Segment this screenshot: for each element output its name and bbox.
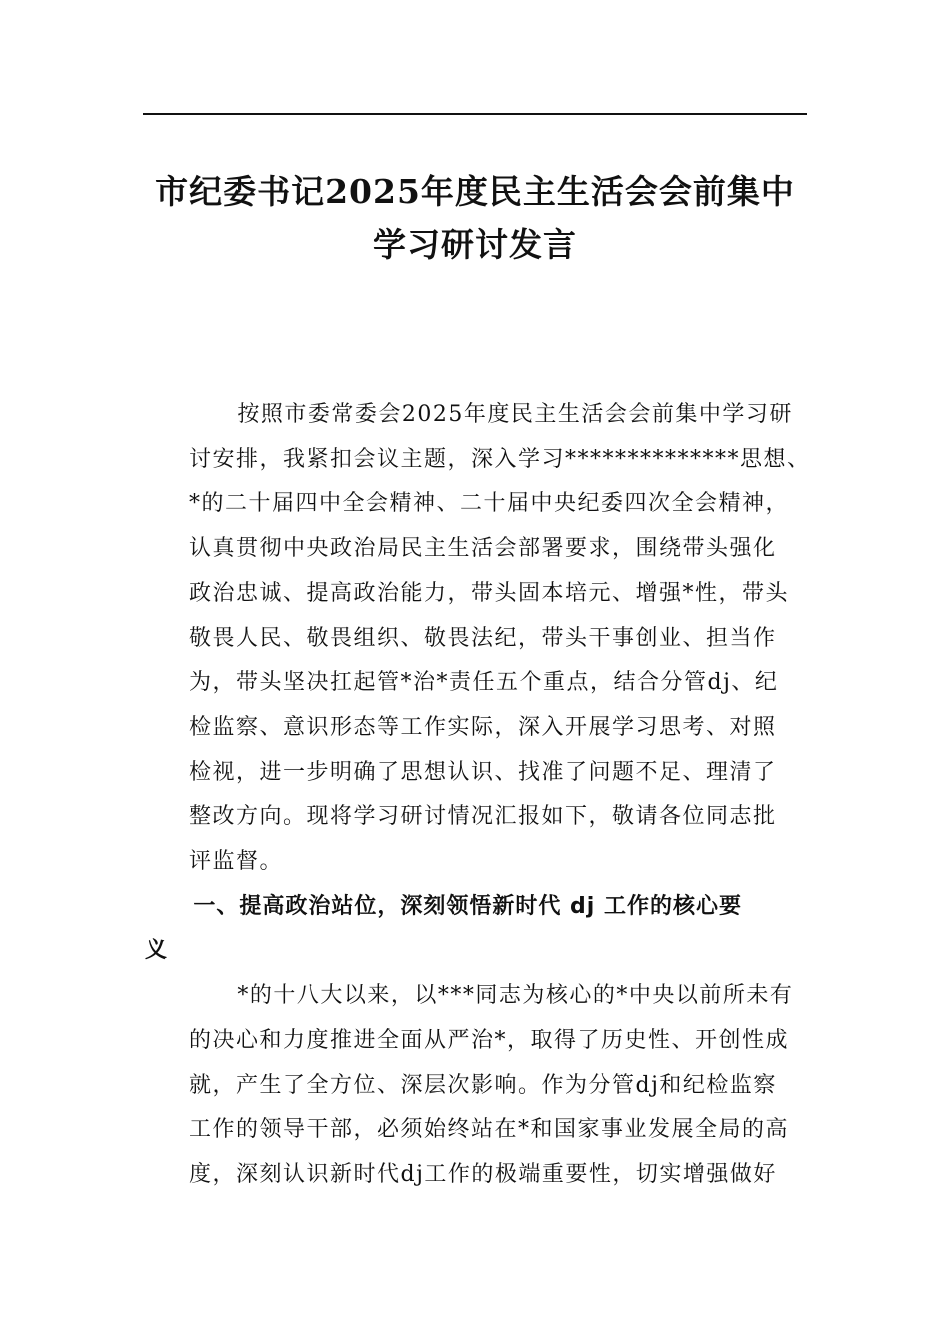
paragraph-line: 评监督。 xyxy=(189,849,284,875)
header-rule xyxy=(143,113,807,115)
paragraph-line: 为，带头坚决扛起管*治*责任五个重点，结合分管dj、纪 xyxy=(189,670,779,696)
document-title xyxy=(100,165,850,271)
paragraph-line: 敬畏人民、敬畏组织、敬畏法纪，带头干事创业、担当作 xyxy=(189,625,777,651)
paragraph-line: 工作的领导干部，必须始终站在*和国家事业发展全局的高 xyxy=(189,1117,790,1143)
paragraph-line: 认真贯彻中央政治局民主生活会部署要求，围绕带头强化 xyxy=(189,536,777,562)
section-1-paragraph xyxy=(145,974,805,1198)
intro-paragraph xyxy=(145,393,811,885)
paragraph-line: 的决心和力度推进全面从严治*，取得了历史性、开创性成 xyxy=(189,1027,790,1053)
paragraph-line: 度，深刻认识新时代dj工作的极端重要性，切实增强做好 xyxy=(189,1161,777,1187)
paragraph-line: 按照市委常委会2025年度民主生活会会前集中学习研 xyxy=(237,402,793,427)
paragraph-line: 整改方向。现将学习研讨情况汇报如下，敬请各位同志批 xyxy=(189,804,777,830)
paragraph-line: *的二十届四中全会精神、二十届中央纪委四次全会精神， xyxy=(189,491,790,517)
paragraph-line: 就，产生了全方位、深层次影响。作为分管dj和纪检监察 xyxy=(189,1072,777,1098)
paragraph-line: *的十八大以来，以***同志为核心的*中央以前所未有 xyxy=(237,983,794,1009)
paragraph-line: 政治忠诚、提高政治能力，带头固本培元、增强*性，带头 xyxy=(189,580,790,606)
title-line: 学习研讨发言 xyxy=(373,225,577,264)
document-body xyxy=(145,393,811,1198)
paragraph-line: 检视，进一步明确了思想认识、找准了问题不足、理清了 xyxy=(189,759,777,785)
heading-line: 义 xyxy=(145,938,169,964)
heading-line: 一、提高政治站位，深刻领悟新时代 dj 工作的核心要 xyxy=(193,893,742,919)
section-heading-1 xyxy=(145,885,805,974)
title-line: 市纪委书记2025年度民主生活会会前集中 xyxy=(155,172,795,211)
paragraph-line: 讨安排，我紧扣会议主题，深入学习**************思想、 xyxy=(189,446,811,472)
paragraph-line: 检监察、意识形态等工作实际，深入开展学习思考、对照 xyxy=(189,714,777,740)
